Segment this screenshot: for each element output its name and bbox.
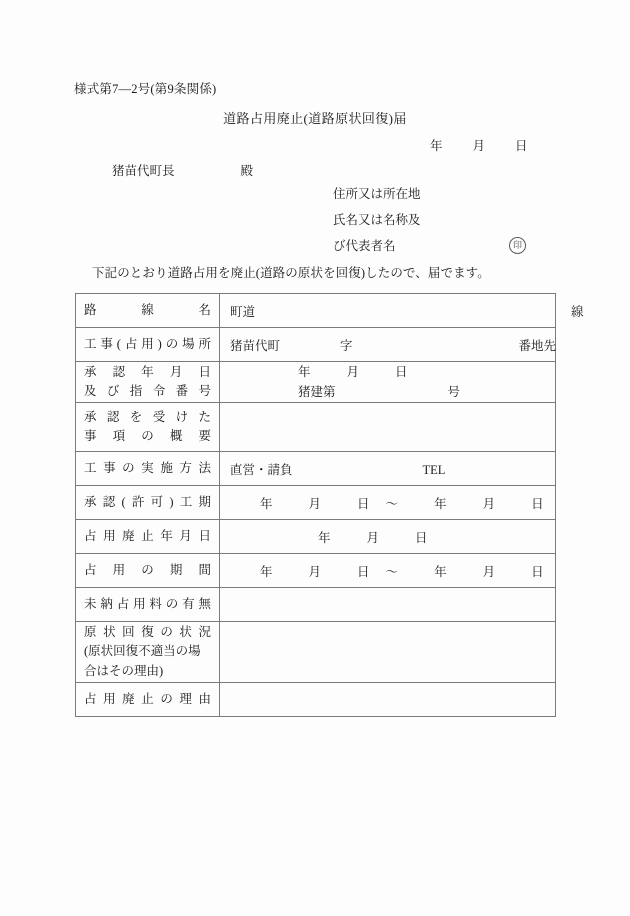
location-banchi: 番地先	[518, 338, 557, 353]
value-restoration-status[interactable]	[220, 622, 556, 683]
applicant-name-label-2: び代表者名	[333, 239, 396, 253]
table-row-abolition-date	[76, 520, 556, 554]
applicant-address-line	[333, 188, 421, 214]
applicant-block	[333, 187, 522, 266]
occupancy-from-year: 年	[260, 564, 273, 579]
label-construction-method: 工事の実施方法	[76, 452, 220, 486]
addressee-honorific: 殿	[240, 164, 254, 178]
value-route-name[interactable]	[220, 294, 584, 328]
abolition-year-label: 年	[318, 530, 331, 545]
page-title: 道路占用廃止(道路原状回復)届	[223, 111, 407, 126]
abolition-month-label: 月	[366, 530, 380, 545]
addressee-name: 猪苗代町長	[112, 164, 175, 178]
permit-number-suffix: 号	[447, 385, 461, 399]
tel-label: TEL	[422, 462, 446, 477]
label-approved-items-summary: 承認を受けた 事項の概要	[76, 403, 220, 452]
value-approved-items-summary[interactable]	[220, 403, 556, 452]
location-town: 猪苗代町	[230, 338, 281, 353]
abolition-day-label: 日	[415, 530, 428, 545]
label-occupancy-period: 占用の期間	[76, 554, 220, 588]
approval-day-label: 日	[395, 365, 408, 379]
label-unpaid-fee: 未納占用料の有無	[76, 588, 220, 622]
applicant-name-label-1: 氏名又は名称及	[333, 213, 421, 227]
label-approved-period: 承認(許可)工期	[76, 486, 220, 520]
applicant-address-label: 住所又は所在地	[333, 187, 421, 201]
value-abolition-date[interactable]	[220, 520, 556, 554]
approved-from-year: 年	[260, 496, 273, 511]
label-work-location: 工事(占用)の場所	[76, 328, 220, 362]
value-construction-method[interactable]	[220, 452, 556, 486]
date-day-label: 日	[515, 139, 528, 153]
table-row-unpaid-fee	[76, 588, 556, 622]
value-approval-date-number[interactable]	[220, 362, 556, 403]
label-restoration-status: 原状回復の状況 (原状回復不適当の場 合はその理由)	[76, 622, 220, 683]
occupancy-from-day: 日	[357, 564, 370, 579]
approved-range-mark: ～	[385, 496, 399, 511]
route-suffix: 線	[571, 304, 584, 319]
label-route-name: 路線名	[76, 294, 220, 328]
approved-from-month: 月	[308, 496, 322, 511]
table-row-restoration-status	[76, 622, 556, 683]
approved-to-year: 年	[434, 496, 447, 511]
occupancy-range-mark: ～	[385, 564, 399, 579]
label-abolition-reason: 占用廃止の理由	[76, 683, 220, 717]
value-approved-period[interactable]	[220, 486, 556, 520]
permit-number-prefix: 猪建第	[298, 385, 336, 399]
occupancy-to-day: 日	[531, 564, 544, 579]
table-row-route-name	[76, 294, 556, 328]
value-occupancy-period[interactable]	[220, 554, 556, 588]
table-row-approval-date-number	[76, 362, 556, 403]
approved-from-day: 日	[357, 496, 370, 511]
label-abolition-date: 占用廃止年月日	[76, 520, 220, 554]
method-options: 直営・請負	[230, 462, 293, 477]
seal-icon: 印	[509, 237, 526, 254]
date-year-label: 年	[430, 139, 443, 153]
route-prefix: 町道	[230, 304, 256, 319]
applicant-name-line1	[333, 214, 421, 240]
date-month-label: 月	[472, 139, 486, 153]
value-work-location[interactable]	[220, 328, 556, 362]
road-occupancy-abolition-table	[75, 293, 584, 717]
value-abolition-reason[interactable]	[220, 683, 556, 717]
addressee	[112, 161, 253, 179]
table-row-approved-period	[76, 486, 556, 520]
approved-to-month: 月	[482, 496, 496, 511]
table-row-occupancy-period	[76, 554, 556, 588]
occupancy-to-month: 月	[482, 564, 496, 579]
approved-to-day: 日	[531, 496, 544, 511]
table-row-approved-items-summary	[76, 403, 556, 452]
intro-text: 下記のとおり道路占用を廃止(道路の原状を回復)したので、届でます。	[92, 266, 490, 280]
table-row-work-location	[76, 328, 556, 362]
value-unpaid-fee[interactable]	[220, 588, 556, 622]
table-row-construction-method	[76, 452, 556, 486]
approval-year-label: 年	[298, 365, 311, 379]
approval-month-label: 月	[346, 365, 360, 379]
form-number: 様式第7―2号(第9条関係)	[74, 82, 217, 96]
location-aza: 字	[340, 338, 353, 353]
submission-date-line	[430, 136, 528, 154]
table-row-abolition-reason	[76, 683, 556, 717]
occupancy-to-year: 年	[434, 564, 447, 579]
label-approval-date-number: 承認年月日 及び指令番号	[76, 362, 220, 403]
occupancy-from-month: 月	[308, 564, 322, 579]
